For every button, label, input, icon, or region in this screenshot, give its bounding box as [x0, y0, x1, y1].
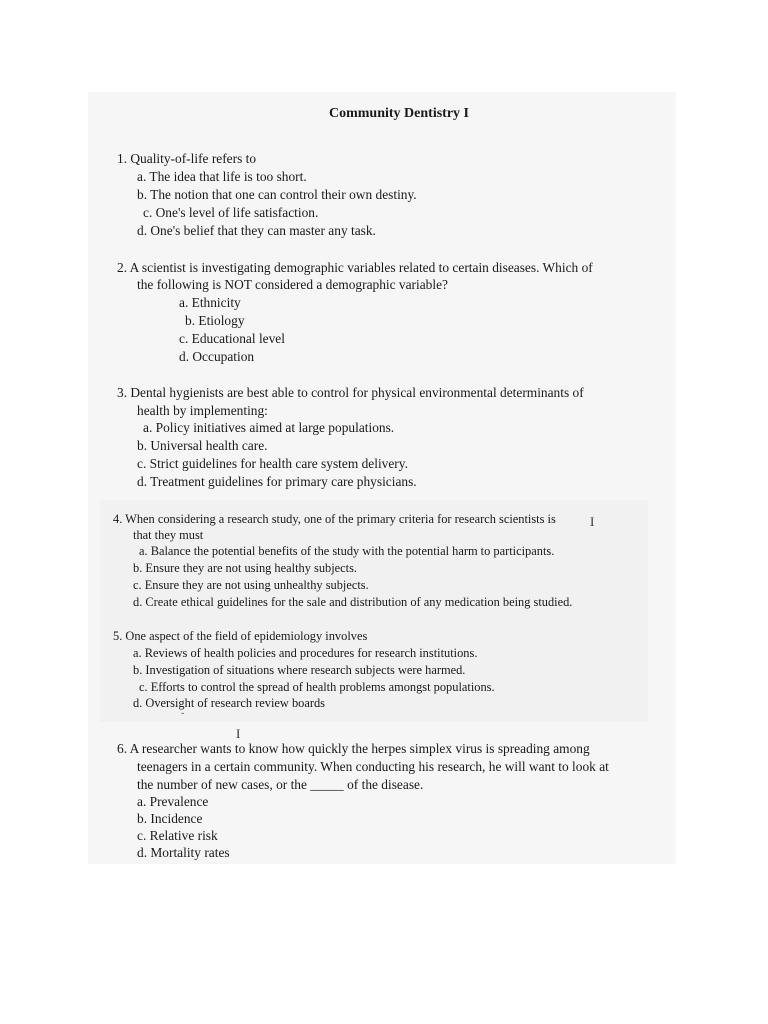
question-3-option-c: c. Strict guidelines for health care system delivery.: [137, 456, 408, 471]
question-3-option-d: d. Treatment guidelines for primary care physicians.: [137, 474, 417, 489]
question-5-option-b: b. Investigation of situations where research subjects were harmed.: [133, 663, 466, 677]
question-5-option-d: d. Oversight of research review boards: [133, 696, 325, 710]
question-1-option-a: a. The idea that life is too short.: [137, 169, 307, 184]
question-6-option-b: b. Incidence: [137, 811, 203, 826]
question-2-option-d: d. Occupation: [179, 349, 255, 364]
question-5-option-c: c. Efforts to control the spread of health problems amongst populations.: [139, 680, 495, 694]
question-3-option-b: b. Universal health care.: [137, 438, 268, 453]
question-6-option-a: a. Prevalence: [137, 794, 209, 809]
question-1-stem: 1. Quality-of-life refers to: [117, 151, 257, 166]
question-5-stem: 5. One aspect of the field of epidemiology involves: [113, 629, 368, 643]
question-1-option-c: c. One's level of life satisfaction.: [143, 205, 319, 220]
scan-tick-mark: ˘: [181, 712, 185, 723]
question-1-option-d: d. One's belief that they can master any task.: [137, 223, 376, 238]
question-6-stem-line-1: 6. A researcher wants to know how quickly the herpes simplex virus is spreading among: [117, 741, 590, 756]
question-6-stem-line-2: teenagers in a certain community. When conducting his research, he will want to look at: [137, 759, 609, 774]
document-title: Community Dentistry I: [329, 106, 469, 121]
question-6-option-c: c. Relative risk: [137, 828, 218, 843]
question-4-stem-line-2: that they must: [133, 528, 204, 542]
question-2-stem-line-1: 2. A scientist is investigating demographic variables related to certain diseases. Which of: [117, 260, 593, 275]
question-3-stem-line-2: health by implementing:: [137, 403, 268, 418]
question-4-option-d: d. Create ethical guidelines for the sale and distribution of any medication being studied.: [133, 595, 573, 609]
question-2-option-a: a. Ethnicity: [179, 295, 241, 310]
text-cursor-icon-2: I: [236, 726, 241, 741]
question-4-option-a: a. Balance the potential benefits of the study with the potential harm to participants.: [139, 544, 555, 558]
question-6-stem-line-3: the number of new cases, or the _____ of the disease.: [137, 777, 424, 792]
question-2-option-c: c. Educational level: [179, 331, 285, 346]
question-2-stem-line-2: the following is NOT considered a demographic variable?: [137, 277, 448, 292]
question-6-option-d: d. Mortality rates: [137, 845, 230, 860]
question-4-stem-line-1: 4. When considering a research study, one of the primary criteria for research scientists is: [113, 512, 556, 526]
text-cursor-icon: I: [590, 514, 595, 529]
question-4-option-b: b. Ensure they are not using healthy subjects.: [133, 561, 358, 575]
question-2-option-b: b. Etiology: [185, 313, 245, 328]
question-3-stem-line-1: 3. Dental hygienists are best able to control for physical environmental determinants of: [117, 385, 584, 400]
question-3-option-a: a. Policy initiatives aimed at large populations.: [143, 420, 395, 435]
question-1-option-b: b. The notion that one can control their own destiny.: [137, 187, 417, 202]
question-4-option-c: c. Ensure they are not using unhealthy subjects.: [133, 578, 369, 592]
question-5-option-a: a. Reviews of health policies and procedures for research institutions.: [133, 646, 478, 660]
